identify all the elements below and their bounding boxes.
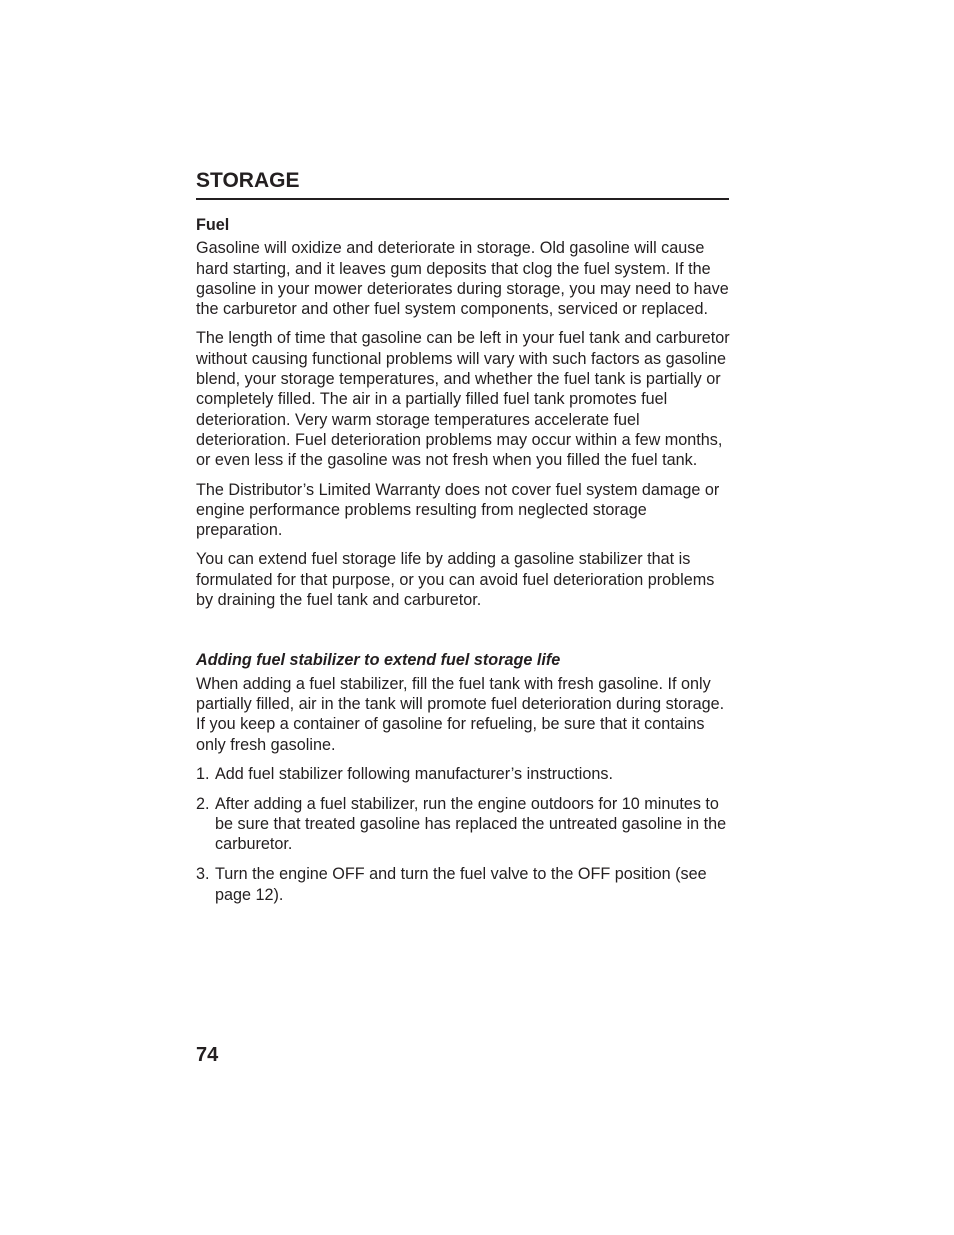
fuel-section [196, 215, 732, 610]
title-divider [196, 198, 729, 200]
list-item [196, 764, 732, 784]
step-text: Add fuel stabilizer following manufacturer’s instructions. [215, 764, 613, 783]
fuel-paragraph-3: The Distributor’s Limited Warranty does not cover fuel system damage or engine performance problems resulting from neglected storage preparation. [196, 480, 720, 540]
list-item [196, 794, 732, 855]
list-item [196, 864, 732, 905]
step-number: 3. [196, 865, 210, 884]
section-spacer [196, 619, 732, 650]
fuel-paragraph-2: The length of time that gasoline can be left in your fuel tank and carburetor without causing functional problems will vary with such factors as gasoline blend, your storage temperatures, and whether the fuel tank is partially or completely filled. The air in a partially filled fuel tank promotes fuel deterioration. Very warm storage temperatures accelerate fuel deterioration. Fuel deterioration problems may occur within a few months, or even less if the gasoline was not fresh when you filled the fuel tank. [196, 329, 730, 470]
page-content [196, 215, 732, 914]
page-number: 74 [196, 1044, 219, 1066]
fuel-paragraph-1: Gasoline will oxidize and deteriorate in storage. Old gasoline will cause hard starting, and it leaves gum deposits that clog the fuel system. If the gasoline in your mower deteriorates during storage, you may need to have the carburetor and other fuel system components, serviced or replaced. [196, 239, 729, 319]
step-text: After adding a fuel stabilizer, run the engine outdoors for 10 minutes to be sure that treated gasoline has replaced the untreated gasoline in the carburetor. [215, 794, 727, 854]
stabilizer-heading: Adding fuel stabilizer to extend fuel storage life [196, 651, 561, 670]
step-number: 2. [196, 794, 210, 813]
fuel-heading: Fuel [196, 216, 230, 234]
step-number: 1. [196, 764, 210, 783]
fuel-paragraph-4: You can extend fuel storage life by adding a gasoline stabilizer that is formulated for that purpose, or you can avoid fuel deterioration problems by draining the fuel tank and carburetor. [196, 550, 715, 610]
page-title: STORAGE [196, 169, 300, 192]
stabilizer-section [196, 650, 732, 904]
stabilizer-steps [196, 764, 732, 905]
stabilizer-intro: When adding a fuel stabilizer, fill the fuel tank with fresh gasoline. If only partially filled, air in the tank will promote fuel deterioration during storage. If you keep a container of gasoline for refueling, be sure that it contains only fresh gasoline. [196, 674, 725, 754]
step-text: Turn the engine OFF and turn the fuel valve to the OFF position (see page 12). [215, 865, 707, 904]
